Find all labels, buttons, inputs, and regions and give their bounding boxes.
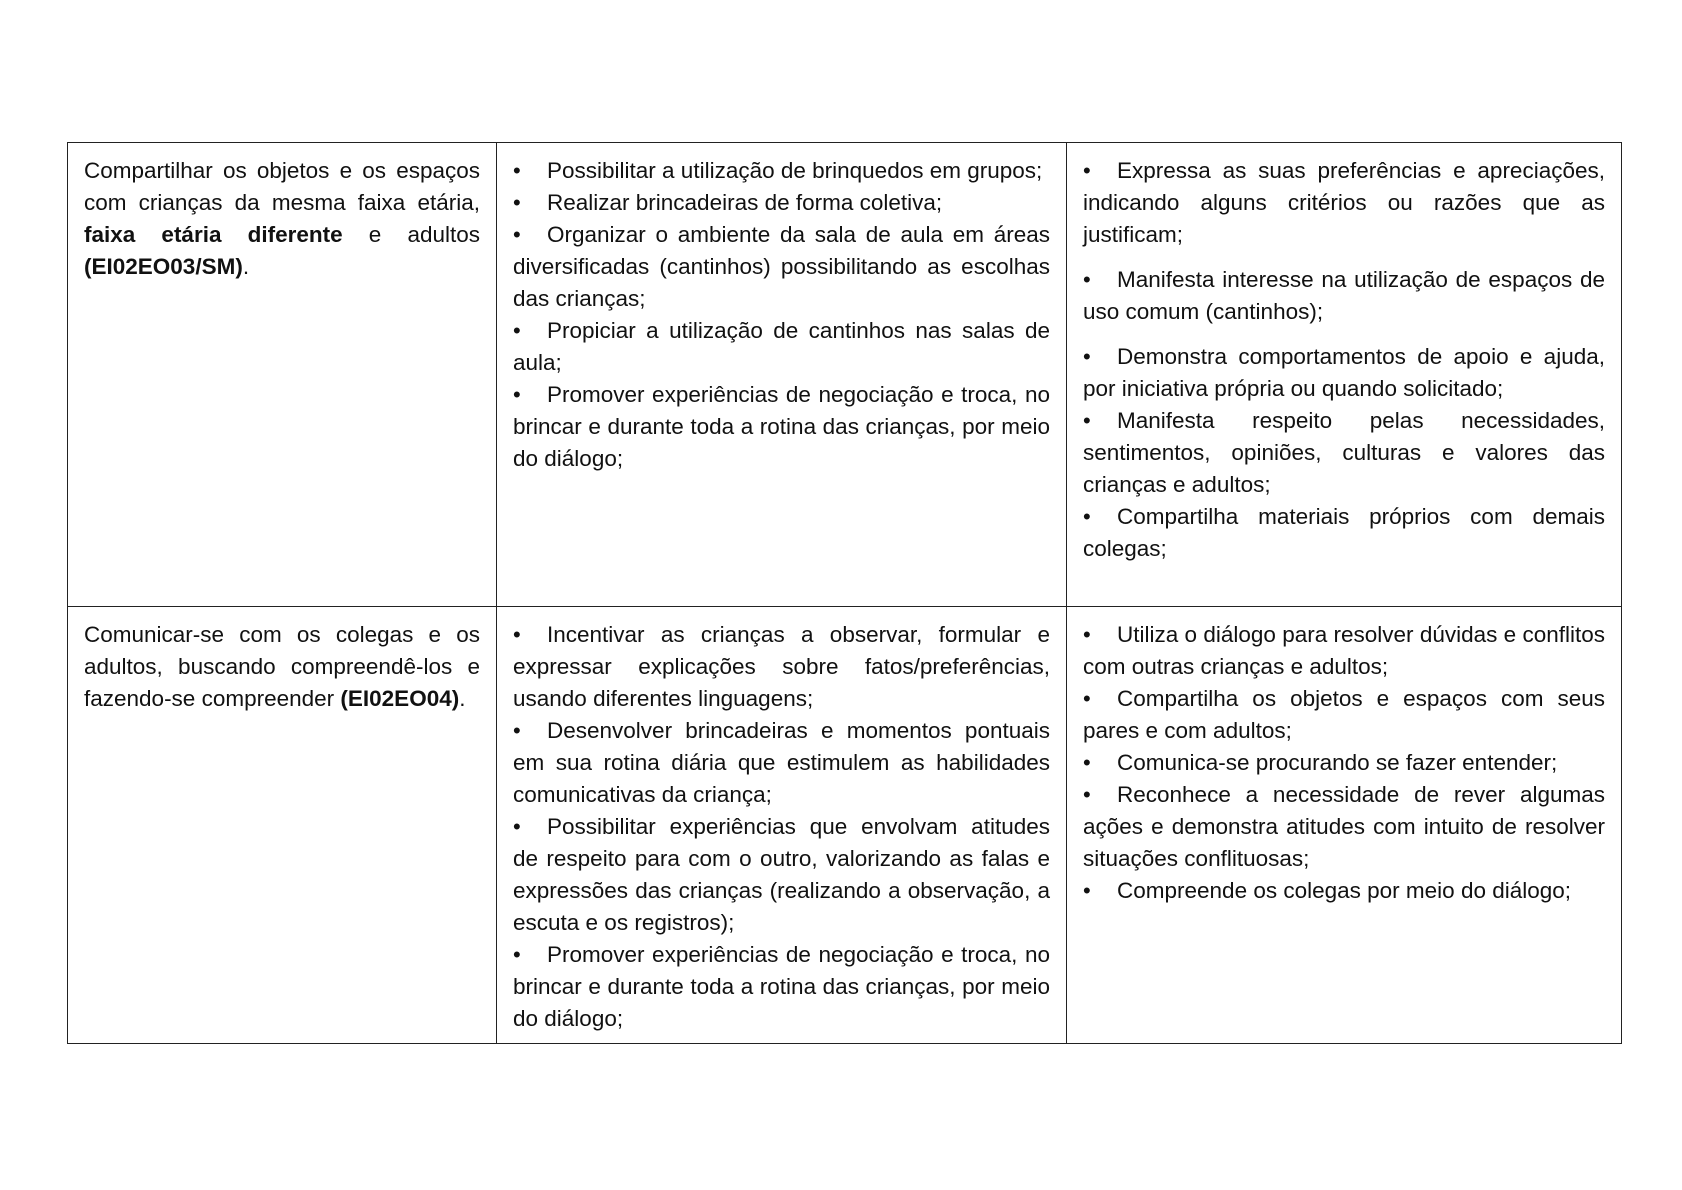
objective-cell: [68, 143, 497, 607]
bullet-dot-icon: •: [1083, 158, 1091, 183]
bullet-dot-icon: •: [1083, 408, 1091, 433]
list-item: • Compartilha os objetos e espaços com seus pares e com adultos;: [1083, 683, 1605, 747]
bullet-dot-icon: •: [1083, 686, 1091, 711]
bullet-dot-icon: •: [1083, 750, 1091, 775]
bullet-dot-icon: •: [513, 318, 521, 343]
list-item: • Organizar o ambiente da sala de aula em áreas diversificadas (cantinhos) possibilitando as escolhas das crianças;: [513, 219, 1050, 315]
list-item: • Realizar brincadeiras de forma coletiva;: [513, 187, 1050, 219]
indicators-cell: [1067, 607, 1622, 1044]
list-item: • Manifesta respeito pelas necessidades, sentimentos, opiniões, culturas e valores das crianças e adultos;: [1083, 405, 1605, 501]
bullet-dot-icon: •: [1083, 504, 1091, 529]
list-item: • Propiciar a utilização de cantinhos nas salas de aula;: [513, 315, 1050, 379]
bullet-dot-icon: •: [513, 814, 521, 839]
list-item: • Compreende os colegas por meio do diálogo;: [1083, 875, 1605, 907]
table-row: [68, 143, 1622, 607]
objective-cell: [68, 607, 497, 1044]
objective-bold-part: faixa etária diferente: [84, 222, 343, 247]
objective-text-part: e adultos: [342, 222, 480, 247]
objective-text-part: Comunicar-se com os colegas e os adultos, buscando compreendê-los e fazendo-se compreender: [84, 622, 480, 711]
indicators-cell: [1067, 143, 1622, 607]
list-item: • Compartilha materiais próprios com demais colegas;: [1083, 501, 1605, 565]
strategies-cell: [497, 607, 1067, 1044]
strategies-list: [513, 619, 1050, 1035]
list-item: • Possibilitar a utilização de brinquedos em grupos;: [513, 155, 1050, 187]
list-item: • Manifesta interesse na utilização de espaços de uso comum (cantinhos);: [1083, 264, 1605, 328]
bullet-dot-icon: •: [1083, 267, 1091, 292]
objective-text-part: .: [242, 254, 250, 279]
list-item: • Comunica-se procurando se fazer entender;: [1083, 747, 1605, 779]
bullet-dot-icon: •: [513, 222, 521, 247]
objective-code: (EI02EO04): [340, 686, 460, 711]
indicators-list: [1083, 155, 1605, 565]
list-item: • Reconhece a necessidade de rever algumas ações e demonstra atitudes com intuito de resolver situações conflituosas;: [1083, 779, 1605, 875]
bullet-dot-icon: •: [513, 190, 521, 215]
bullet-dot-icon: •: [513, 942, 521, 967]
bullet-dot-icon: •: [1083, 782, 1091, 807]
list-item: • Desenvolver brincadeiras e momentos pontuais em sua rotina diária que estimulem as habilidades comunicativas da criança;: [513, 715, 1050, 811]
objective-code: (EI02EO03/SM): [84, 254, 243, 279]
bullet-dot-icon: •: [513, 158, 521, 183]
curriculum-table: [67, 142, 1622, 1044]
list-item: • Promover experiências de negociação e troca, no brincar e durante toda a rotina das crianças, por meio do diálogo;: [513, 939, 1050, 1035]
list-item: • Demonstra comportamentos de apoio e ajuda, por iniciativa própria ou quando solicitado;: [1083, 341, 1605, 405]
objective-text-part: Compartilhar os objetos e os espaços com crianças da mesma faixa etária,: [84, 158, 480, 215]
objective-text: [84, 619, 480, 715]
list-item: • Promover experiências de negociação e troca, no brincar e durante toda a rotina das crianças, por meio do diálogo;: [513, 379, 1050, 475]
list-item: • Utiliza o diálogo para resolver dúvidas e conflitos com outras crianças e adultos;: [1083, 619, 1605, 683]
list-item: • Incentivar as crianças a observar, formular e expressar explicações sobre fatos/preferências, usando diferentes linguagens;: [513, 619, 1050, 715]
bullet-dot-icon: •: [513, 718, 521, 743]
bullet-dot-icon: •: [513, 382, 521, 407]
indicators-list: [1083, 619, 1605, 907]
list-item: • Possibilitar experiências que envolvam atitudes de respeito para com o outro, valorizando as falas e expressões das crianças (realizando a observação, a escuta e os registros);: [513, 811, 1050, 939]
strategies-cell: [497, 143, 1067, 607]
table-row: [68, 607, 1622, 1044]
strategies-list: [513, 155, 1050, 475]
objective-text: [84, 155, 480, 283]
bullet-dot-icon: •: [1083, 878, 1091, 903]
bullet-dot-icon: •: [1083, 344, 1091, 369]
bullet-dot-icon: •: [1083, 622, 1091, 647]
bullet-dot-icon: •: [513, 622, 521, 647]
objective-text-part: .: [459, 686, 466, 711]
list-item: • Expressa as suas preferências e apreciações, indicando alguns critérios ou razões que as justificam;: [1083, 155, 1605, 251]
